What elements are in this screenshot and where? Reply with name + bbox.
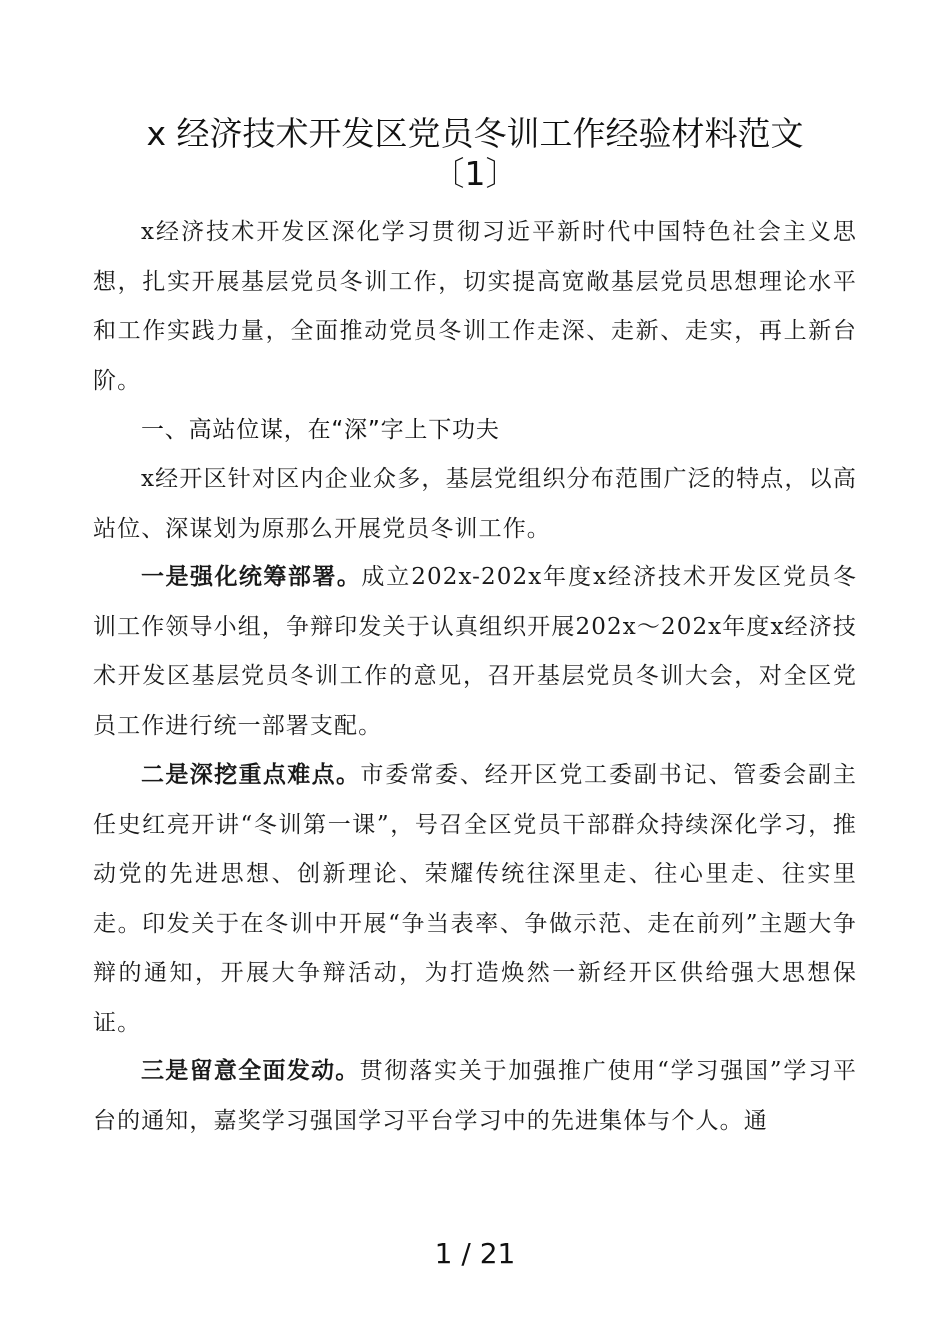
item-lead: 二是深挖重点难点。 [141,762,361,788]
section-paragraph: x经开区针对区内企业众多，基层党组织分布范围广泛的特点，以高站位、深谋划为原那么开展党员冬训工作。 [93,466,857,542]
intro-paragraph: x经济技术开发区深化学习贯彻习近平新时代中国特色社会主义思想，扎实开展基层党员冬训工作，切实提高宽敞基层党员思想理论水平和工作实践力量，全面推动党员冬训工作走深、走新、走实，再上新台阶。 [93,219,857,394]
document-title: x 经济技术开发区党员冬训工作经验材料范文 [146,114,804,153]
section-item-2 [93,751,857,1048]
item-text: 贯彻落实关于加强推广使用“学习强国”学习平台的通知，嘉奖学习强国学习平台学习中的先进集体与个人。通 [93,1058,857,1134]
item-text: 成立202x-202x年度x经济技术开发区党员冬训工作领导小组，争辩印发关于认真组织开展202x～202x年度x经济技术开发区基层党员冬训工作的意见，召开基层党员冬训大会，对全区党员工作进行统一部署支配。 [93,564,858,739]
section-item-1 [93,553,857,751]
document-title-number: 〔1〕 [431,154,519,193]
item-lead: 三是留意全面发动。 [141,1058,360,1084]
section-item-3 [93,1047,857,1146]
section-heading: 一、高站位谋，在“深”字上下功夫 [141,417,500,443]
item-text: 市委常委、经开区党工委副书记、管委会副主任史红亮开讲“冬训第一课”，号召全区党员干部群众持续深化学习，推动党的先进思想、创新理论、荣耀传统往深里走、往心里走、往实里走。印发关于在冬训中开展“争当表率、争做示范、走在前列”主题大争辩的通知，开展大争辩活动，为打造焕然一新经开区供给强大思想保证。 [93,762,857,1036]
item-lead: 一是强化统筹部署。 [141,564,362,590]
page-indicator: 1 / 21 [434,1237,516,1270]
